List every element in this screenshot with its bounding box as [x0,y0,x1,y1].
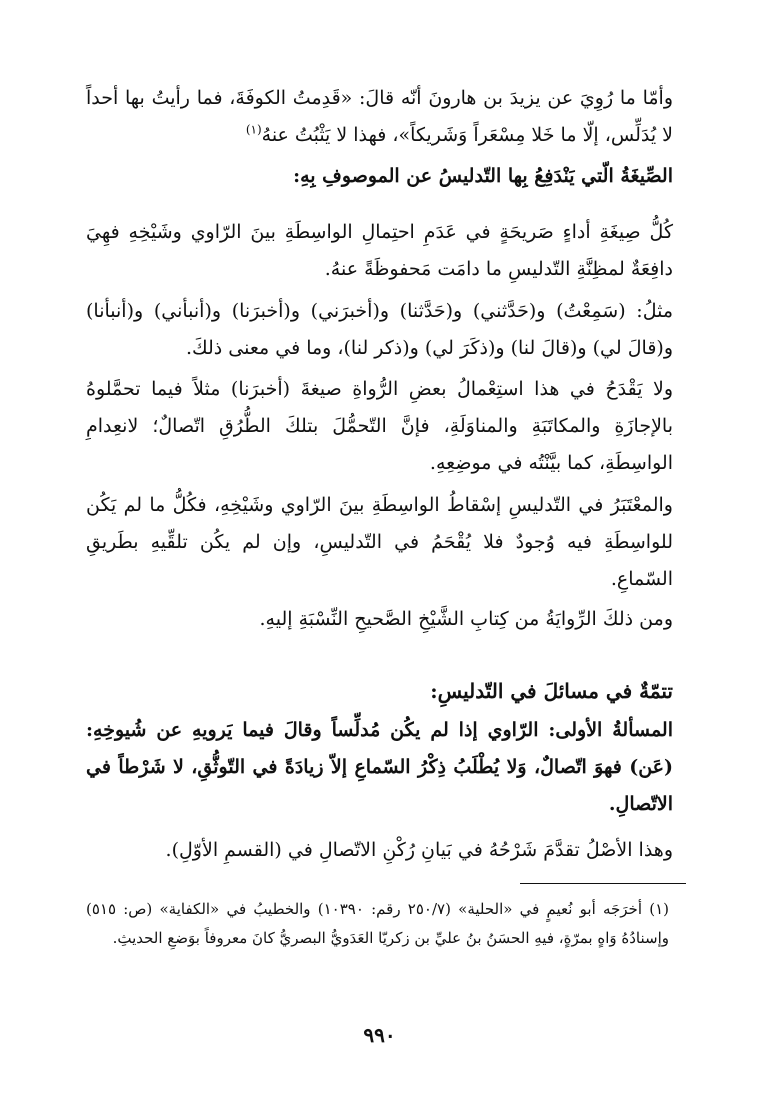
paragraph-first-issue [86,712,673,823]
section-heading-formula: الصِّيغَةُ الّتي يَنْدَفِعُ بِها التّدليسُ عن الموصوفِ بِهِ: [293,165,673,187]
paragraph-yazid-report [86,80,673,154]
section-title-supplement: تتمّةٌ في مسائلَ في التّدليسِ: [430,679,673,703]
footnote [86,895,669,953]
paragraph-examples: مثلُ: (سَمِعْتُ) و(حَدَّثني) و(حَدَّثنا) و(أخبرَني) و(أخبرَنا) و(أنبأني) و(أنبأنا) و(قالَ لي) و(قالَ لنا) و(ذكَرَ لي) و(ذكر لنا)، وما في معنى ذلكَ. [86,300,673,359]
page-number: ٩٩٠ [363,1023,396,1047]
footnote-reference: (١) [245,122,262,137]
paragraph-text: وأمّا ما رُوِيَ عن يزيدَ بن هارونَ أنّه قالَ: «قَدِمتُ الكوفَةَ، فما رأيتُ بها أحداً لا يُدَلِّس، إلّا ما خَلا مِسْعَراً وَشَريكاً»، فهذا لا يَثْبُتُ عنهُ [86,87,673,146]
paragraph-principle: وهذا الأصْلُ تقدَّمَ شَرْحُهُ في بَيانِ رُكْنِ الاتّصالِ في (القسمِ الأوّلِ). [165,839,673,861]
issue-label: المسألةُ الأولى: [548,719,673,741]
paragraph-book-narration: ومن ذلكَ الرِّوايَةُ من كِتابِ الشَّيْخِ الصَّحيحِ النِّسْبَةِ إليهِ. [259,608,673,630]
footnote-number: (١) [649,900,669,918]
footnote-separator [520,883,686,884]
footnote-text: أخرَجَه أبو نُعيمٍ في «الحلية» (٢٥٠/٧ رقم: ١٠٣٩٠) والخطيبُ في «الكفاية» (ص: ٥١٥) وإسنادُهُ وَاهٍ بمرّةٍ، فيهِ الحسَنُ بنُ عليِّ بن زكريّا العَدَويُّ البصريُّ كانَ معروفاً بوَضعِ الحديثِ. [86,900,669,947]
paragraph-intermediary: والمعْتَبَرُ في التّدليسِ إسْقاطُ الواسِطَةِ بينَ الرّاوي وشَيْخِهِ، فكُلُّ ما لم يَكُن للواسِطَةِ فيه وُجودٌ فلا يُقْحَمُ في التّدليسِ، وإن لم يكُن تلقِّيهِ بطَريقِ السّماعِ. [86,494,673,590]
paragraph-explicit-formula: كُلُّ صِيغَةِ أداءٍ صَريحَةٍ في عَدَمِ احتِمالِ الواسِطَةِ بينَ الرّاوي وشَيْخِهِ فهِيَ دافِعَةٌ لمظِنَّةِ التّدليسِ ما دامَت مَحفوظَةً عنهُ. [86,221,673,280]
paragraph-akhbarana-usage: ولا يَقْدَحُ في هذا استِعْمالُ بعضِ الرُّواةِ صيغةَ (أخبرَنا) مثلاً فيما تحمَّلوهُ بالإجازَةِ والمكاتَبَةِ والمناوَلَةِ، فإنَّ التّحمُّلَ بتلكَ الطُّرُقِ اتّصالٌ؛ لانعِدامِ الواسِطَةِ، كما بيَّنْتُه في موضِعِهِ. [86,378,673,474]
issue-text: الرّاوي إذا لم يكُن مُدلِّساً وقالَ فيما يَرويهِ عن شُيوخِهِ: (عَن) فهوَ اتّصالٌ، وَلا يُطْلَبُ ذِكْرُ السّماعِ إلاّ زيادَةً في التّوثُّقِ، لا شَرْطاً في الاتّصالِ. [86,719,673,815]
